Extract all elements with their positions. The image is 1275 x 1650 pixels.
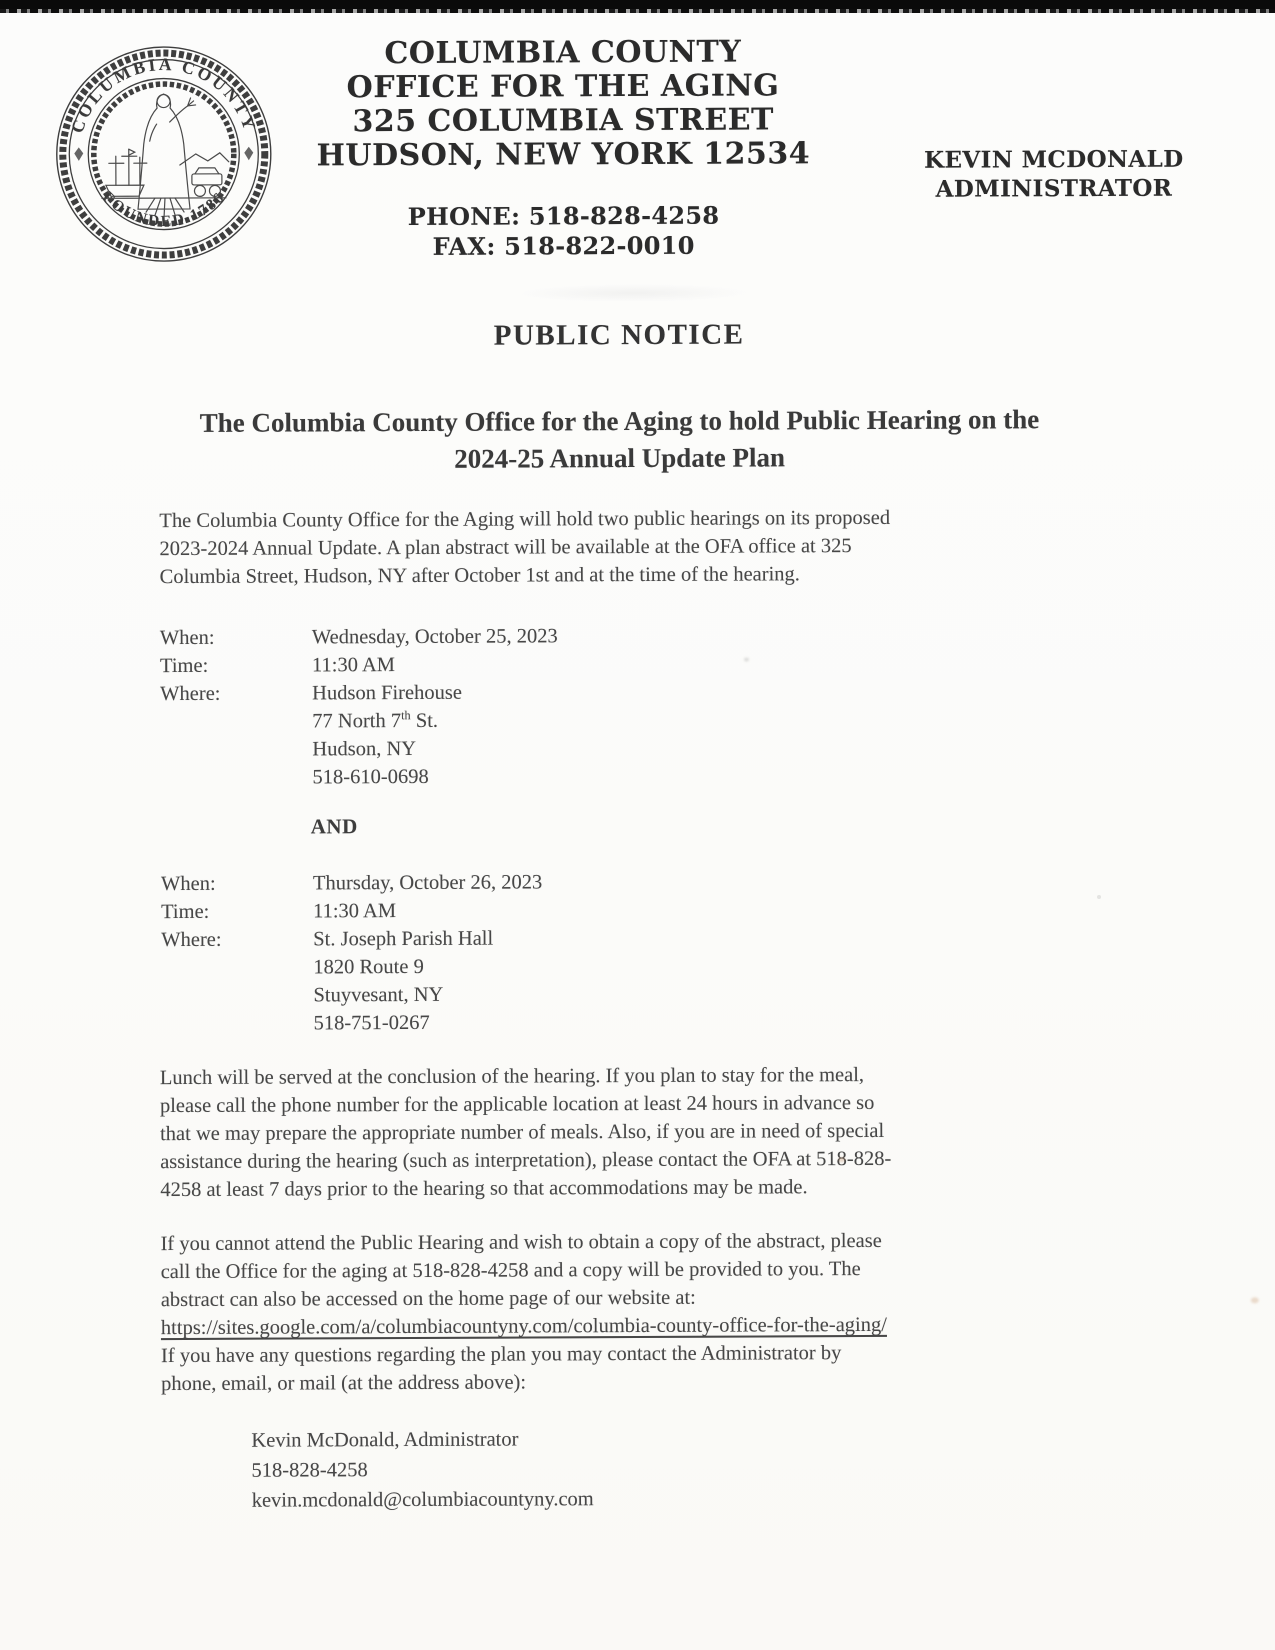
hearing-1-venue: Hudson Firehouse <box>312 681 462 705</box>
org-dept-line: OFFICE FOR THE AGING <box>346 68 780 106</box>
seal-left-ornament-icon <box>74 147 83 161</box>
hearing-2-time-label: Time: <box>161 900 210 924</box>
hearing-2-where-label: Where: <box>161 928 222 952</box>
hearing-1-street: 77 North 7th St. <box>312 708 439 733</box>
contact-email: kevin.mcdonald@columbiacountyny.com <box>251 1488 594 1512</box>
public-notice-heading: PUBLIC NOTICE <box>493 318 745 352</box>
org-name-line: COLUMBIA COUNTY <box>384 34 742 72</box>
hearing-1-when-label: When: <box>159 626 215 650</box>
intro-paragraph: The Columbia County Office for the Aging will hold two public hearings on its proposed 2023-2024 Annual Update. A plan abstract will be available at the OFA office at 325 Columbia Street, Hudson, NY after October 1st and at the time of the hearing. <box>159 506 891 589</box>
abstract-paragraph-lines: If you cannot attend the Public Hearing and wish to obtain a copy of the abstract, please call the Office for the aging at 518-828-4258 and a copy will be provided to you. The abstract can also be accessed on the home page of our website at: <box>160 1229 882 1312</box>
hearing-1-time-value: 11:30 AM <box>311 654 396 677</box>
scan-speck <box>1097 895 1101 899</box>
hearing-2-when-value: Thursday, October 26, 2023 <box>312 871 543 895</box>
hearing-2-venue: St. Joseph Parish Hall <box>313 927 494 951</box>
questions-paragraph-lines: If you have any questions regarding the plan you may contact the Administrator by phone, email, or mail (at the address above): <box>160 1342 842 1396</box>
hearing-1-where-label: Where: <box>160 682 221 706</box>
hearing-2-city: Stuyvesant, NY <box>313 983 444 1007</box>
contact-phone: 518-828-4258 <box>251 1459 368 1482</box>
scan-speck <box>1251 1297 1259 1303</box>
hearing-2-when-label: When: <box>160 872 216 896</box>
hearing-1-city: Hudson, NY <box>312 737 417 761</box>
hearing-1-when-value: Wednesday, October 25, 2023 <box>311 625 558 649</box>
hearing-1-phone: 518-610-0698 <box>312 765 429 789</box>
hearing-1-details <box>160 622 559 792</box>
phone-line: PHONE: 518-828-4258 <box>407 200 720 231</box>
hearing-1-time-label: Time: <box>159 654 209 678</box>
hearing-2-street: 1820 Route 9 <box>313 955 424 979</box>
administrator-name: KEVIN MCDONALD <box>924 145 1184 174</box>
hearing-2-time-value: 11:30 AM <box>313 900 397 923</box>
hearing-2-phone: 518-751-0267 <box>313 1011 430 1035</box>
notice-title-line-1: The Columbia County Office for the Aging to hold Public Hearing on the <box>199 404 1040 438</box>
notice-title-line-2: 2024-25 Annual Update Plan <box>454 442 786 474</box>
seal-arc-top-text: COLUMBIA COUNTY <box>66 53 261 136</box>
notice-title <box>157 401 1082 479</box>
scan-speck <box>838 1157 845 1162</box>
scan-speck <box>744 658 749 662</box>
and-separator: AND <box>310 814 358 839</box>
contact-name: Kevin McDonald, Administrator <box>251 1428 519 1452</box>
administrator-title: ADMINISTRATOR <box>935 174 1173 203</box>
org-street-line: 325 COLUMBIA STREET <box>352 102 774 140</box>
lunch-paragraph: Lunch will be served at the conclusion of the hearing. If you plan to stay for the meal, please call the phone number for the applicable location at least 24 hours in advance so that we may prepare the appropriate number of meals. Also, if you are in need of special assistance during the hearing (such as interpretation), please contact the OFA at 518-828- 4258 at least 7 days prior to the hearing so that accommodations may be made. <box>159 1064 892 1202</box>
website-link[interactable]: https://sites.google.com/a/columbiacountyny.com/columbia-county-office-for-the-aging/ <box>160 1313 887 1340</box>
body-column <box>155 0 1087 1650</box>
fax-line: FAX: 518-822-0010 <box>432 230 695 261</box>
abstract-paragraph <box>160 1226 1056 1398</box>
org-city-line: HUDSON, NEW YORK 12534 <box>316 136 811 174</box>
contact-block <box>251 1424 593 1515</box>
hearing-2-details <box>161 868 543 1038</box>
seal-arc-bottom-text: FOUNDED 1786 <box>99 188 229 231</box>
